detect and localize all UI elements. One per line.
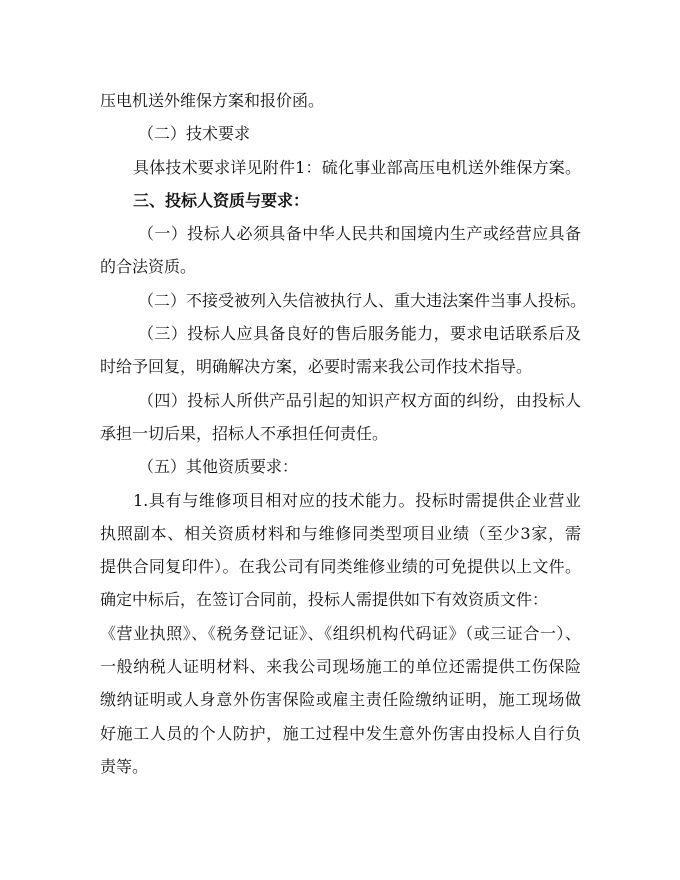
body-text-line: （一）投标人必须具备中华人民共和国境内生产或经营应具备 bbox=[138, 224, 581, 244]
body-text-line: 1.具有与维修项目相对应的技术能力。投标时需提供企业营业 bbox=[133, 490, 581, 510]
body-text-line: 执照副本、相关资质材料和与维修同类型项目业绩（至少3家，需 bbox=[100, 523, 581, 543]
body-text-line: 的合法资质。 bbox=[100, 257, 197, 277]
body-text-line: 责等。 bbox=[100, 756, 149, 776]
section-heading-bidder-qualifications: 三、投标人资质与要求： bbox=[133, 190, 310, 210]
body-text-line: 一般纳税人证明材料、来我公司现场施工的单位还需提供工伤保险 bbox=[100, 657, 581, 677]
body-text-line: （二）不接受被列入失信被执行人、重大违法案件当事人投标。 bbox=[138, 290, 587, 310]
body-text-line: 承担一切后果，招标人不承担任何责任。 bbox=[100, 423, 389, 443]
subheading-other-qualifications: （五）其他资质要求： bbox=[138, 457, 299, 477]
body-text-line: （三）投标人应具备良好的售后服务能力，要求电话联系后及 bbox=[138, 324, 581, 344]
body-text-line: 时给予回复，明确解决方案，必要时需来我公司作技术指导。 bbox=[100, 357, 533, 377]
subheading-technical-requirements: （二）技术要求 bbox=[138, 124, 251, 144]
document-page bbox=[100, 84, 587, 783]
body-text-line: 提供合同复印件）。在我公司有同类维修业绩的可免提供以上文件。 bbox=[100, 557, 581, 577]
body-text-line: 压电机送外维保方案和报价函。 bbox=[100, 91, 325, 110]
body-text-line: 缴纳证明或人身意外伤害保险或雇主责任险缴纳证明，施工现场做 bbox=[100, 690, 581, 710]
body-text-line: 《营业执照》、《税务登记证》、《组织机构代码证》（或三证合一）、 bbox=[100, 623, 581, 643]
body-text-line: 好施工人员的个人防护，施工过程中发生意外伤害由投标人自行负 bbox=[100, 723, 581, 743]
body-text-line: （四）投标人所供产品引起的知识产权方面的纠纷，由投标人 bbox=[138, 390, 581, 410]
body-text-line: 确定中标后，在签订合同前，投标人需提供如下有效资质文件： bbox=[100, 590, 549, 610]
body-text-line: 具体技术要求详见附件1：硫化事业部高压电机送外维保方案。 bbox=[133, 157, 581, 177]
